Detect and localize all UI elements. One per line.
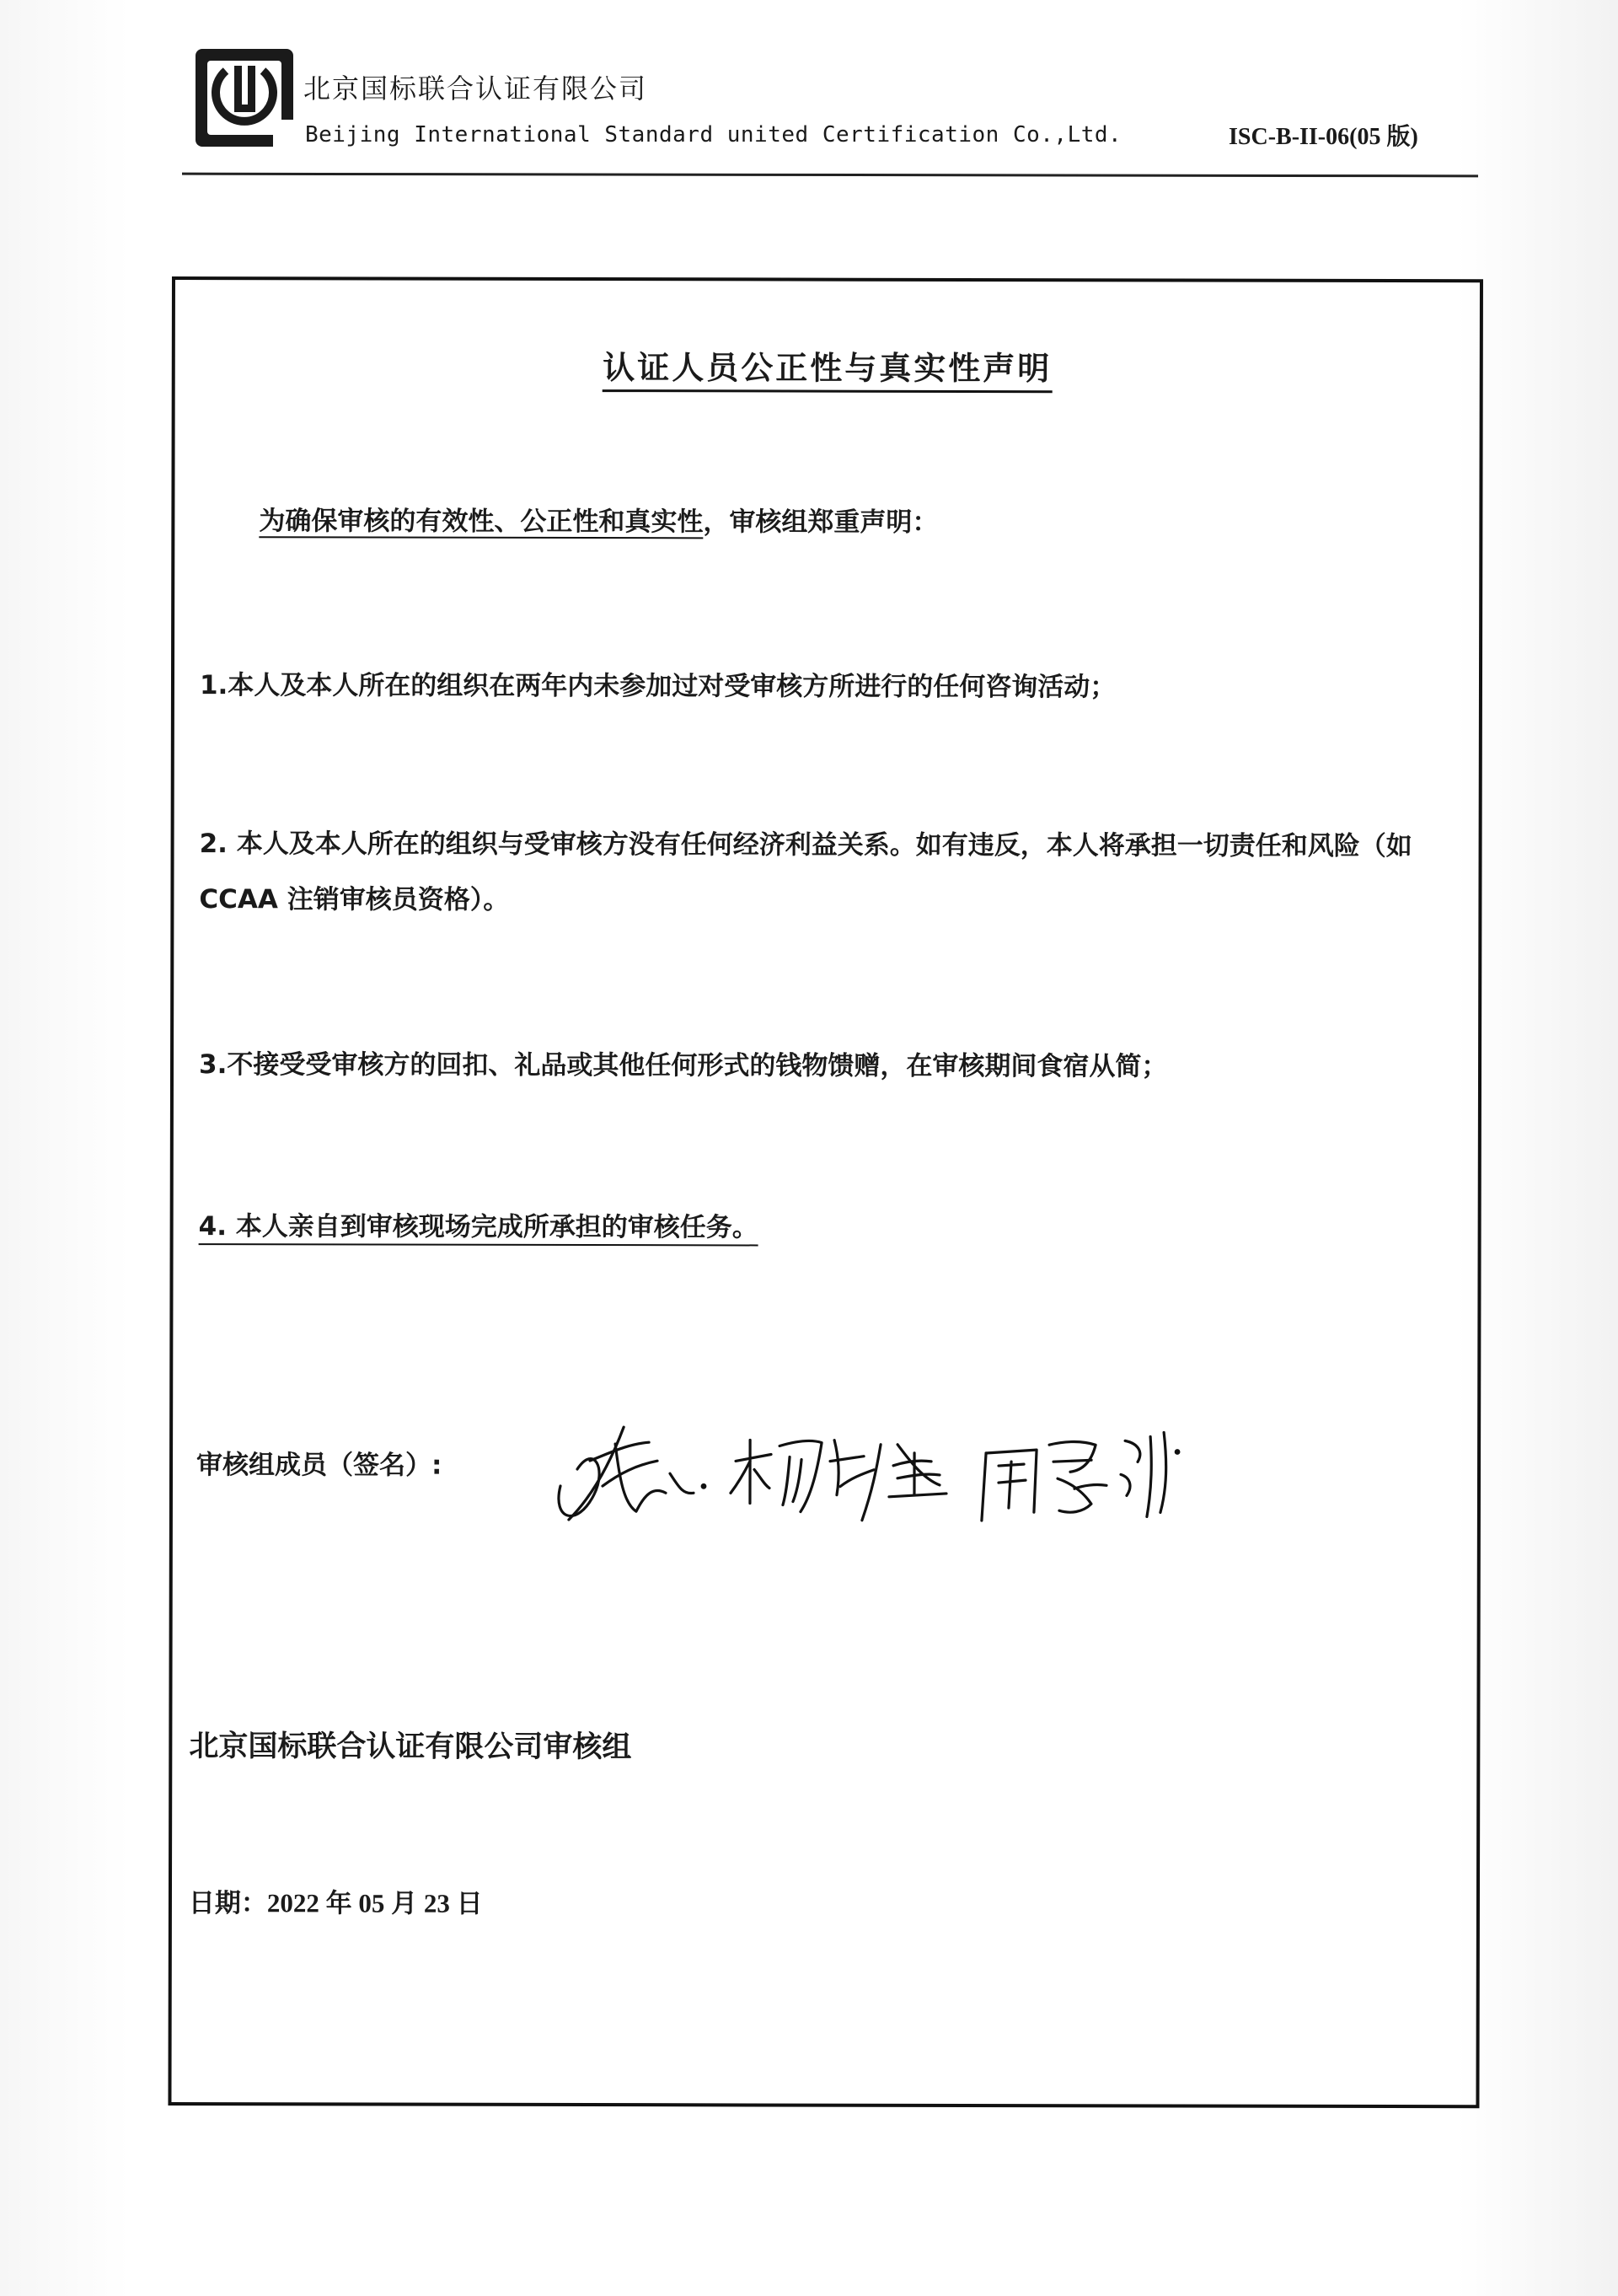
- signature-3: [982, 1432, 1179, 1521]
- declaration-item-2: 2. 本人及本人所在的组织与受审核方没有任何经济利益关系。如有违反，本人将承担一切责任和风险（如 CCAA 注销审核员资格）。: [199, 829, 1412, 915]
- company-name-cn: 北京国标联合认证有限公司: [303, 72, 648, 105]
- company-name-en: Beijing International Standard united Certification Co.,Ltd.: [305, 122, 1122, 148]
- signature-2: [731, 1440, 946, 1521]
- signature-1: [559, 1427, 705, 1520]
- audit-team-org: 北京国标联合认证有限公司审核组: [189, 1730, 632, 1765]
- declaration-frame: [168, 276, 1483, 2108]
- form-code: ISC-B-II-06(05 版): [1229, 124, 1418, 150]
- intro-underlined-text: 为确保审核的有效性、公正性和真实性: [259, 506, 704, 538]
- declaration-item-4-text: 4. 本人亲自到审核现场完成所承担的审核任务。: [199, 1211, 758, 1246]
- declaration-item-1: 1.本人及本人所在的组织在两年内未参加过对受审核方所进行的任何咨询活动；: [199, 670, 1117, 703]
- handwritten-signatures: [544, 1393, 1184, 1547]
- document-title-text: 认证人员公正性与真实性声明: [603, 349, 1052, 393]
- date-line: [189, 1881, 483, 1920]
- date-label: 日期：: [188, 1888, 267, 1919]
- document-title: [175, 341, 1480, 389]
- date-value: 2022 年 05 月 23 日: [266, 1888, 483, 1918]
- declaration-item-4: [199, 1199, 1463, 1257]
- signature-label: 审核组成员（签名）:: [196, 1450, 442, 1481]
- intro-statement: [259, 499, 938, 539]
- company-logo-icon: [192, 46, 297, 150]
- intro-rest-text: ，审核组郑重声明：: [703, 507, 939, 538]
- declaration-item-3: 3.不接受受审核方的回扣、礼品或其他任何形式的钱物馈赠，在审核期间食宿从简；: [199, 1049, 1168, 1082]
